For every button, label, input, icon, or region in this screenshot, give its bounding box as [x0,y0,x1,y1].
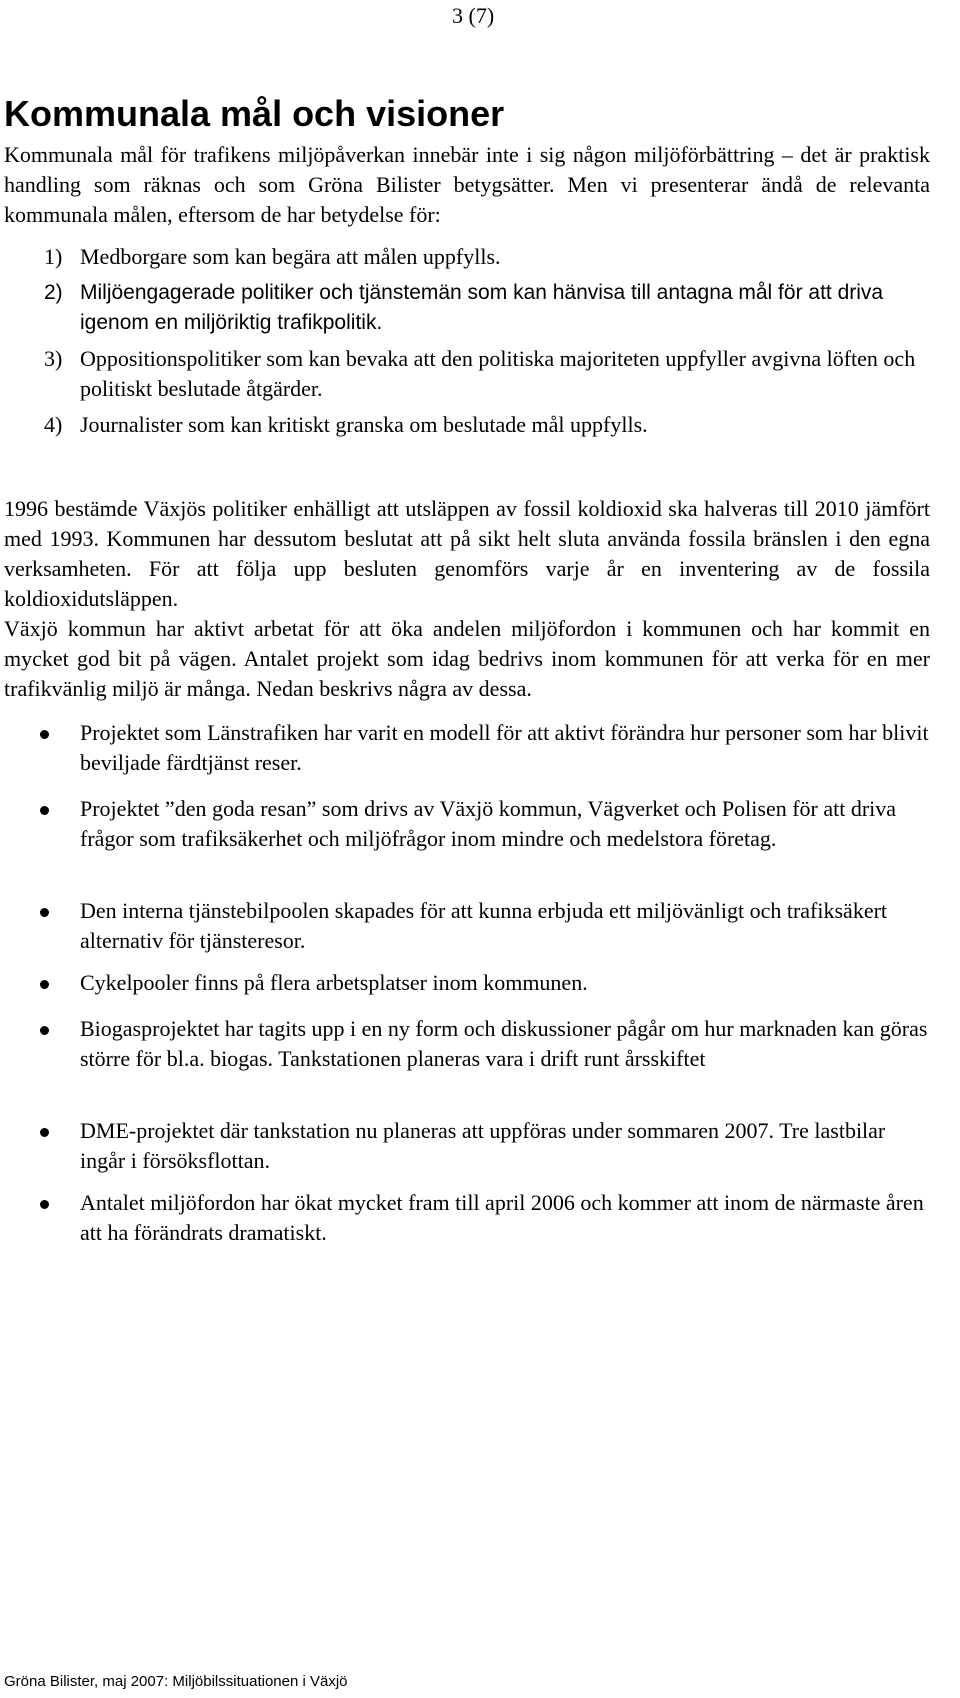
page-footer: Gröna Bilister, maj 2007: Miljöbilssituationen i Växjö [4,1673,348,1690]
bullet-item [40,1116,930,1176]
bullet-item [40,968,930,998]
bullet-text: Antalet miljöfordon har ökat mycket fram till april 2006 och kommer att inom de närmaste åren att ha förändrats dramatiskt. [80,1190,924,1245]
numbered-list-item [44,278,924,338]
bullet-icon [40,806,49,815]
emissions-paragraph: 1996 bestämde Växjös politiker enhälligt att utsläppen av fossil koldioxid ska halveras till 2010 jämfört med 1993. Kommunen har dessutom beslutat att på sikt helt sluta använda fossila bränslen i den egna verksamheten. För att följa upp besluten genomförs varje år en inventering av de fossila koldioxidutsläppen. [4,496,930,611]
bullet-icon [40,1026,49,1035]
numbered-list-item [44,242,924,272]
projects-paragraph: Växjö kommun har aktivt arbetat för att öka andelen miljöfordon i kommunen och har kommit en mycket god bit på vägen. Antalet projekt som idag bedrivs inom kommunen för att verka för en mer trafikvänlig miljö är många. Nedan beskrivs några av dessa. [4,616,930,701]
bullet-item [40,1014,930,1074]
bullet-icon [40,1200,49,1209]
bullet-icon [40,980,49,989]
numbered-list-item [44,344,924,404]
bullet-item [40,1188,930,1248]
list-number: 2) [44,281,63,304]
list-item-text: Oppositionspolitiker som kan bevaka att den politiska majoriteten uppfyller avgivna löften och politiskt beslutade åtgärder. [80,346,916,401]
list-number: 4) [44,412,63,437]
bullet-icon [40,730,49,739]
list-item-text: Journalister som kan kritiskt granska om beslutade mål uppfylls. [80,412,648,437]
list-number: 1) [44,244,63,269]
list-item-text: Miljöengagerade politiker och tjänstemän som kan hänvisa till antagna mål för att driva igenom en miljöriktig trafikpolitik. [80,281,884,334]
list-item-text: Medborgare som kan begära att målen uppfylls. [80,244,501,269]
page-title: Kommunala mål och visioner [4,93,505,134]
bullet-item [40,896,930,956]
list-number: 3) [44,346,63,371]
bullet-item [40,794,930,854]
bullet-text: DME-projektet där tankstation nu planeras att uppföras under sommaren 2007. Tre lastbilar ingår i försöksflottan. [80,1118,886,1173]
bullet-icon [40,908,49,917]
bullet-text: Biogasprojektet har tagits upp i en ny form och diskussioner pågår om hur marknaden kan göras större för bl.a. biogas. Tankstationen planeras vara i drift runt årsskiftet [80,1016,928,1071]
bullet-icon [40,1128,49,1137]
bullet-text: Den interna tjänstebilpoolen skapades för att kunna erbjuda ett miljövänligt och trafiksäkert alternativ för tjänsteresor. [80,898,888,953]
bullet-text: Projektet som Länstrafiken har varit en modell för att aktivt förändra hur personer som har blivit beviljade färdtjänst reser. [80,720,929,775]
numbered-list-item [44,410,924,440]
bullet-text: Cykelpooler finns på flera arbetsplatser inom kommunen. [80,970,588,995]
bullet-item [40,718,930,778]
intro-paragraph: Kommunala mål för trafikens miljöpåverkan innebär inte i sig någon miljöförbättring – det är praktisk handling som räknas och som Gröna Bilister betygsätter. Men vi presenterar ändå de relevanta kommunala målen, eftersom de har betydelse för: [4,142,930,227]
bullet-text: Projektet ”den goda resan” som drivs av Växjö kommun, Vägverket och Polisen för att driva frågor som trafiksäkerhet och miljöfrågor inom mindre och medelstora företag. [80,796,897,851]
page-number: 3 (7) [452,3,495,28]
